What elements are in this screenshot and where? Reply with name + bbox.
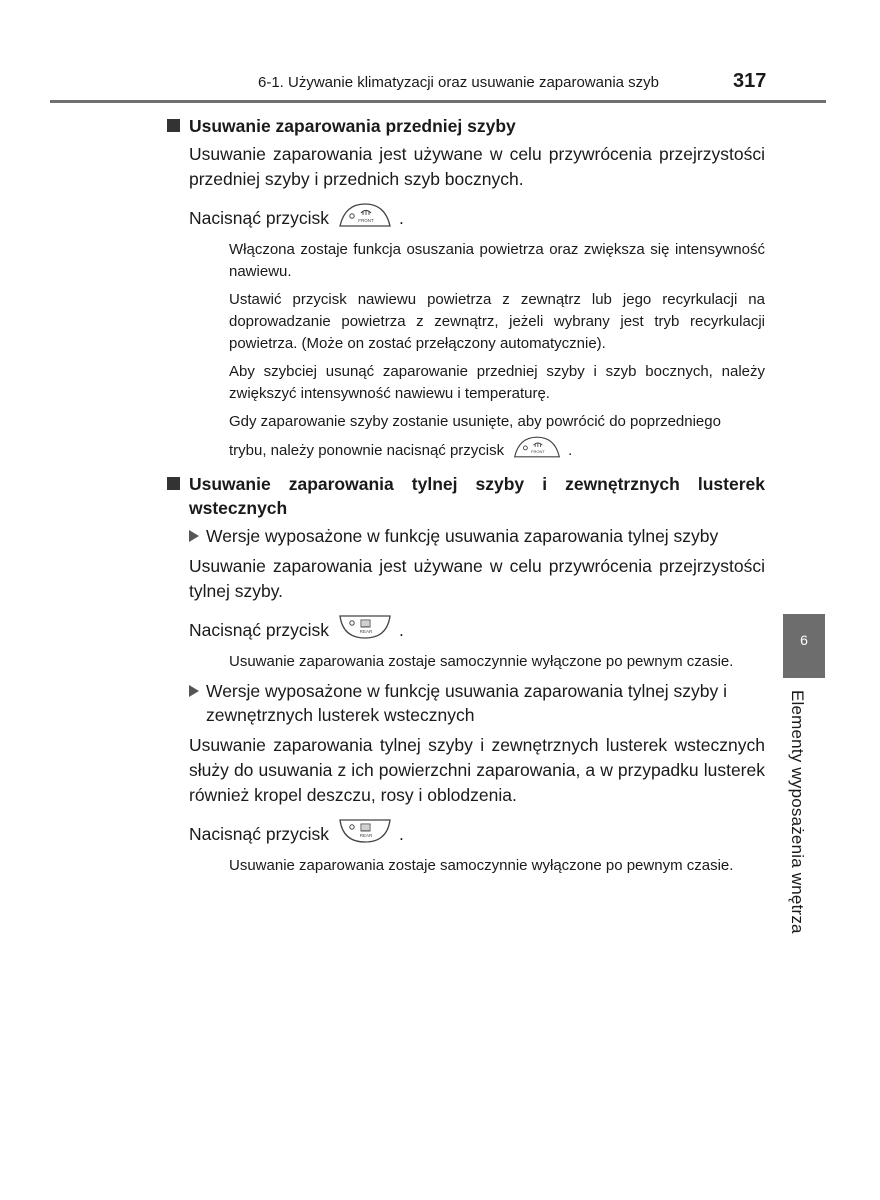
note-text-with-button: trybu, należy ponownie nacisnąć przycisk FRONT . xyxy=(229,435,765,466)
note-text: Aby szybciej usunąć zaparowanie przedniej szyby i szyb bocznych, należy zwiększyć intensywność nawiewu i temperaturę. xyxy=(229,363,765,402)
front-button-caption: FRONT xyxy=(531,449,545,455)
section-intro-text: Usuwanie zaparowania jest używane w celu przywrócenia przejrzystości przedniej szyby i przednich szyb bocznych. xyxy=(189,144,765,189)
rear-button-caption: REAR xyxy=(359,629,373,634)
front-defroster-button-icon xyxy=(512,435,562,466)
section-heading-front-defog: Usuwanie zaparowania przedniej szyby xyxy=(167,114,765,138)
variant-heading-rear-window-mirrors: Wersje wyposażone w funkcję usuwania zaparowania tylnej szyby i zewnętrznych lusterek wstecznych xyxy=(189,679,765,727)
rear-defogger-button-icon xyxy=(337,818,393,851)
rear-defogger-button-icon xyxy=(337,614,393,647)
variant-intro-text: Usuwanie zaparowania tylnej szyby i zewnętrznych lusterek wstecznych służy do usuwania z ich powierzchni zaparowania, a w przypadku lusterek również kropel deszczu, rosy i oblodzenia. xyxy=(189,735,765,805)
chapter-tab-number: 6 xyxy=(800,632,808,648)
section-heading-rear-defog: Usuwanie zaparowania tylnej szyby i zewnętrznych lusterek wstecznych xyxy=(167,472,765,520)
rear-button-caption: REAR xyxy=(359,833,373,838)
chapter-title: 6-1. Używanie klimatyzacji oraz usuwanie zaparowania szyb xyxy=(258,74,660,91)
triangle-bullet-icon xyxy=(189,685,199,697)
note-text: Usuwanie zaparowania zostaje samoczynnie wyłączone po pewnym czasie. xyxy=(229,857,734,874)
page-number: 317 xyxy=(733,70,767,92)
triangle-bullet-icon xyxy=(189,530,199,542)
chapter-side-label: Elementy wyposażenia wnętrza xyxy=(788,690,807,934)
note-text: Usuwanie zaparowania zostaje samoczynnie wyłączone po pewnym czasie. xyxy=(229,653,734,670)
page-content xyxy=(167,114,765,883)
note-text: Gdy zaparowanie szyby zostanie usunięte, aby powrócić do poprzedniego xyxy=(229,413,721,430)
press-button-instruction: Nacisnąć przycisk REAR . xyxy=(189,614,765,647)
front-button-caption: FRONT xyxy=(358,218,374,223)
front-defroster-button-icon xyxy=(337,202,393,235)
note-text: Ustawić przycisk nawiewu powietrza z zewnątrz lub jego recyrkulacji na doprowadzanie powietrza z zewnątrz, jeżeli wybrany jest tryb recyrkulacji powietrza. (Może on zostać przełączony automatycznie). xyxy=(229,291,765,352)
note-text: Włączona zostaje funkcja osuszania powietrza oraz zwiększa się intensywność nawiewu. xyxy=(229,241,765,280)
header-divider xyxy=(50,100,826,103)
square-bullet-icon xyxy=(167,119,180,132)
press-button-instruction: Nacisnąć przycisk FRONT . xyxy=(189,202,765,235)
press-button-instruction: Nacisnąć przycisk REAR . xyxy=(189,818,765,851)
square-bullet-icon xyxy=(167,477,180,490)
chapter-tab xyxy=(783,614,825,678)
variant-intro-text: Usuwanie zaparowania jest używane w celu przywrócenia przejrzystości tylnej szyby. xyxy=(189,556,765,601)
variant-heading-rear-window: Wersje wyposażone w funkcję usuwania zaparowania tylnej szyby xyxy=(189,524,765,548)
